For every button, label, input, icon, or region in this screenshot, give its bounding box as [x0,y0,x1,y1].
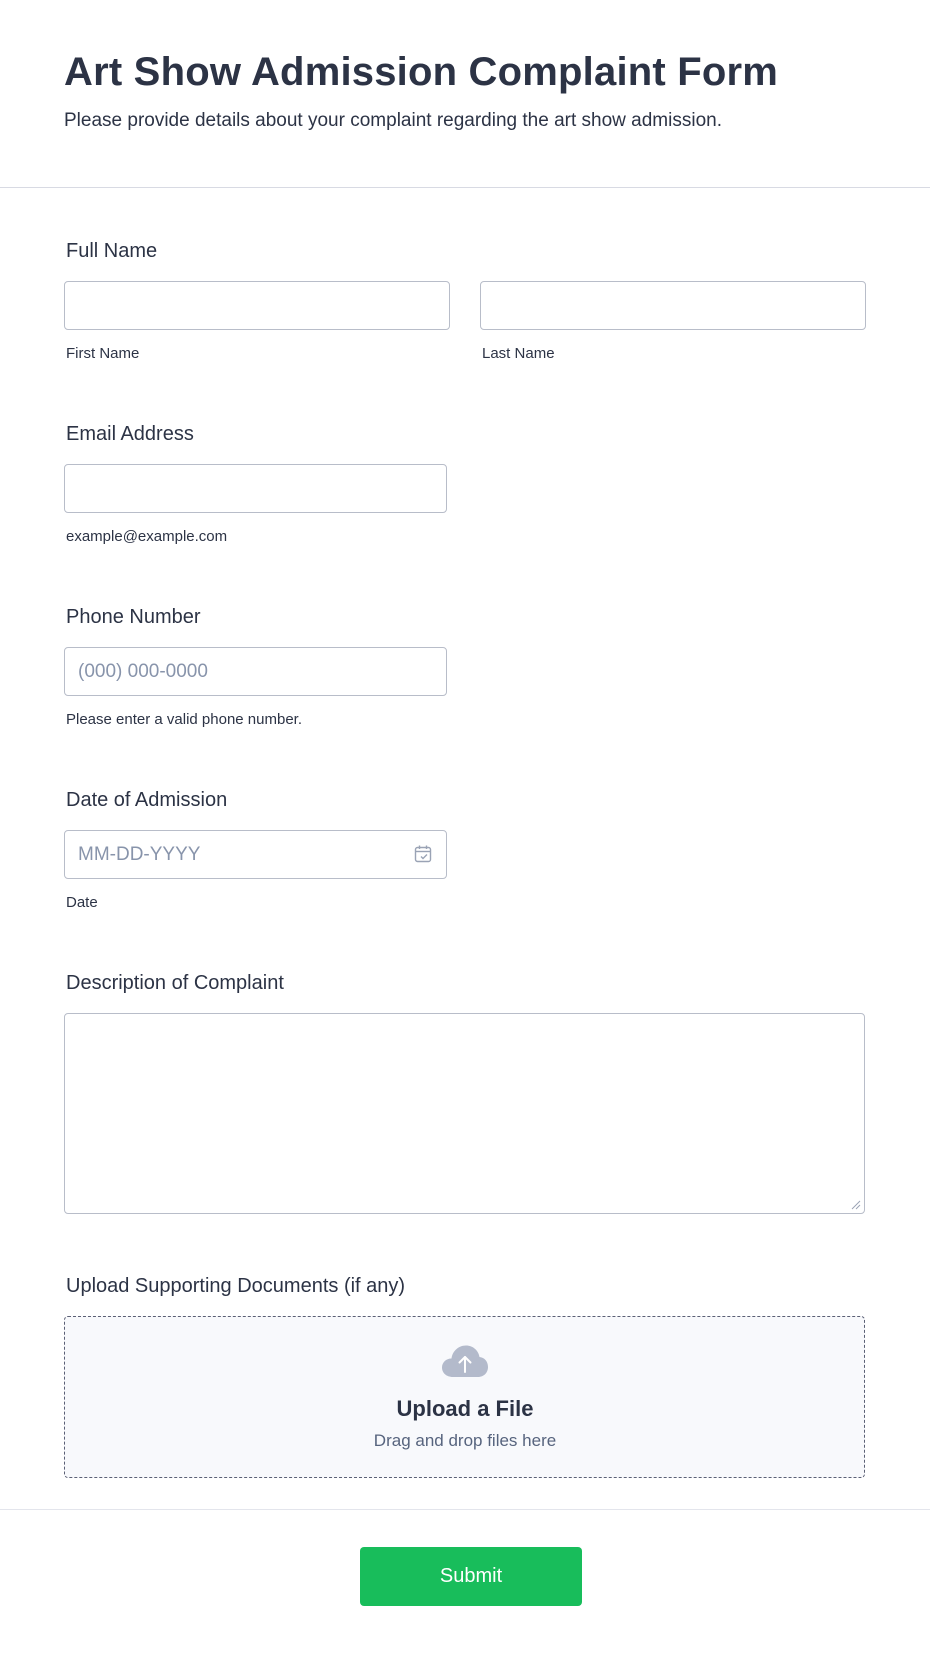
last-name-sublabel: Last Name [482,345,555,362]
phone-input[interactable] [64,647,447,696]
description-textarea[interactable] [64,1013,865,1214]
phone-sublabel: Please enter a valid phone number. [66,711,302,728]
footer-divider [0,1509,930,1510]
page-subtitle: Please provide details about your complaint regarding the art show admission. [64,110,722,131]
upload-label: Upload Supporting Documents (if any) [66,1275,406,1297]
submit-button[interactable]: Submit [360,1547,582,1606]
first-name-sublabel: First Name [66,345,140,362]
last-name-input[interactable] [480,281,866,330]
resize-grip-icon[interactable] [849,1198,861,1210]
date-sublabel: Date [66,894,98,911]
first-name-input[interactable] [64,281,450,330]
date-label: Date of Admission [66,789,228,811]
email-input[interactable] [64,464,447,513]
description-label: Description of Complaint [66,972,284,994]
email-sublabel: example@example.com [66,528,228,545]
calendar-icon[interactable] [413,844,433,864]
cloud-upload-icon [441,1344,489,1378]
form-header [0,0,930,188]
upload-subtitle: Drag and drop files here [373,1431,557,1450]
email-label: Email Address [66,423,194,445]
phone-label: Phone Number [66,606,201,628]
upload-title: Upload a File [396,1396,534,1421]
full-name-label: Full Name [66,240,158,262]
page-title: Art Show Admission Complaint Form [64,50,779,94]
date-input[interactable] [64,830,447,879]
